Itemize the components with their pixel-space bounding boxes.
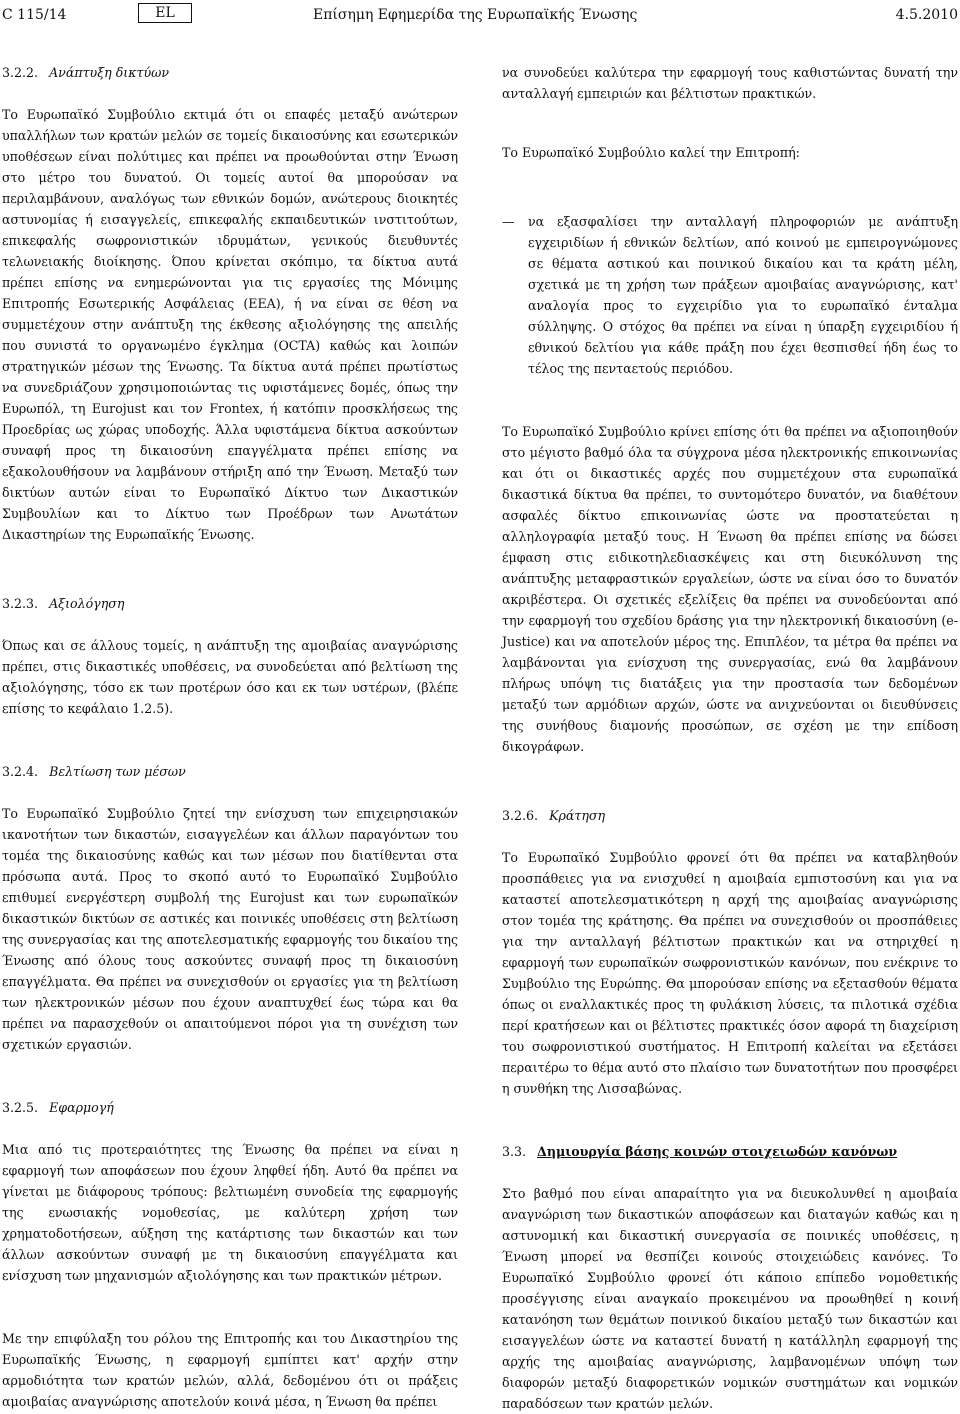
page-number: C 115/14 [2, 7, 67, 23]
paragraph: Μια από τις προτεραιότητες της Ένωσης θα πρέπει να είναι η εφαρμογή των αποφάσεων που έχουν ληφθεί ήδη. Αυτό θα πρέπει να γίνεται με διάφορους τρόπους: βελτιωμένη συνοδεία της εφαρμογής της ενωσιακής νομοθεσίας, με καλύτερη χρήση των χρηματοδοτήσεων, αύξηση της κατάρτισης των δικαστών και των άλλων ασκούντων συναφή με τη δικαιοσύνη επαγγέλματα και ενίσχυση των μηχανισμών αξιολόγησης και των πρακτικών μέτρων. [2, 1142, 458, 1283]
section-number: 3.2.6. [502, 808, 539, 823]
paragraph: Το Ευρωπαϊκό Συμβούλιο φρονεί ότι θα πρέπει να καταβληθούν προσπάθειες για να ενισχυθεί η αμοιβαία εμπιστοσύνη και για να καταστεί αποτελεσματικότερη η αρχή της αμοιβαίας αναγνώρισης στον τομέα της κράτησης. Θα πρέπει να συνεχισθούν οι προσπάθειες για την ανταλλαγή βέλτιστων πρακτικών και να στηριχθεί η εφαρμογή των ευρωπαϊκών σωφρονιστικών κανόνων, που ενέκρινε το Συμβούλιο της Ευρώπης. Θα μπορούσαν επίσης να εξετασθούν θέματα όπως οι εναλλακτικές προς τη φυλάκιση λύσεις, τα πιλοτικά σχέδια περί κρατήσεων και οι βέλτιστες πρακτικές όσον αφορά τη διαχείριση του σωφρονιστικού συστήματος. Η Επιτροπή καλείται να εξετάσει περαιτέρω το θέμα αυτό στο πλαίσιο των δυνατοτήτων που προσφέρει η συνθήκη της Λισσαβώνας. [502, 850, 958, 1096]
left-column [2, 62, 458, 1412]
section-title: Βελτίωση των μέσων [49, 764, 186, 779]
section-title: Ανάπτυξη δικτύων [49, 65, 170, 80]
paragraph: Το Ευρωπαϊκό Συμβούλιο κρίνει επίσης ότι θα πρέπει να αξιοποιηθούν στο μέγιστο βαθμό όλα τα σύγχρονα μέσα ηλεκτρονικής επικοινωνίας και ότι οι δικαστικές αρχές που συμμετέχουν στα ευρωπαϊκά δικαστικά δίκτυα θα πρέπει, το συντομότερο δυνατόν, να διαθέτουν ασφαλές δίκτυο επικοινωνίας ώστε να προστατεύεται η αλληλογραφία μεταξύ τους. Η Ένωση θα πρέπει επίσης να δώσει έμφαση στις ειδικοτηλεδιασκέψεις και στη διευκόλυνση της ανάπτυξης μεταφραστικών εργαλείων, ώστε να είναι όσο το δυνατόν ακριβέστερα. Οι σχετικές εξελίξεις θα πρέπει να συνοδεύονται από την εφαρμογή του σχεδίου δράσης για την ηλεκτρονική δικαιοσύνη (e-Justice) και να αποτελούν μέρος της. Επιπλέον, τα μέτρα θα πρέπει να λαμβάνονται για ενίσχυση της συνεργασίας, ενώ θα λαμβάνουν πλήρως υπόψη τις διατάξεις για την προστασία των δεδομένων μεταξύ των αρμόδιων αρχών, ώστε να ανιχνεύονται οι διευθύνσεις της συνήθους διαμονής προσώπων, σε σχέση με την επίδοση δικογράφων. [502, 424, 958, 754]
paragraph: Το Ευρωπαϊκό Συμβούλιο καλεί την Επιτροπή: [502, 145, 800, 160]
section-number: 3.2.3. [2, 596, 39, 611]
right-column [502, 62, 958, 1414]
section-title: Δημιουργία βάσης κοινών στοιχειωδών κανόνων [537, 1144, 898, 1159]
section-number: 3.2.2. [2, 65, 39, 80]
journal-title: Επίσημη Εφημερίδα της Ευρωπαϊκής Ένωσης [313, 7, 638, 23]
section-title: Αξιολόγηση [49, 596, 125, 611]
paragraph: Στο βαθμό που είναι απαραίτητο για να διευκολυνθεί η αμοιβαία αναγνώριση των δικαστικών αποφάσεων και διαταγών καθώς και η αστυνομική και δικαστική συνεργασία σε ποινικές υποθέσεις, η Ένωση μπορεί να θεσπίζει κοινούς στοιχειώδεις κανόνες. Το Ευρωπαϊκό Συμβούλιο φρονεί ότι κάποιο επίπεδο νομοθετικής προσέγγισης είναι αναγκαίο προκειμένου να προωθηθεί η κοινή κατανόηση των θεμάτων ποινικού δικαίου μεταξύ των δικαστών και εισαγγελέων ώστε να καταστεί δυνατή η κατάλληλη εφαρμογή της αρχής της αμοιβαίας αναγνώρισης, λαμβανομένων υπόψη των διαφορών μεταξύ διαφορετικών νομικών συστημάτων και νομικών παραδόσεων των κρατών μελών. [502, 1186, 958, 1411]
paragraph: Με την επιφύλαξη του ρόλου της Επιτροπής και του Δικαστηρίου της Ευρωπαϊκής Ένωσης, η εφαρμογή εμπίπτει κατ' αρχήν στην αρμοδιότητα των κρατών μελών, αλλά, δεδομένου ότι οι πράξεις αμοιβαίας αναγνώρισης αποτελούν κοινά μέσα, η Ένωση θα πρέπει [2, 1331, 458, 1409]
section-heading [2, 761, 458, 782]
page-header [0, 0, 960, 34]
section-heading [2, 593, 458, 614]
section-heading [502, 1141, 958, 1162]
section-number: 3.3. [502, 1144, 527, 1159]
issue-date: 4.5.2010 [895, 7, 958, 23]
section-heading [2, 62, 458, 83]
section-title: Εφαρμογή [49, 1100, 114, 1115]
dash-list-item [502, 211, 958, 379]
dash-text: να εξασφαλίσει την ανταλλαγή πληροφοριών με ανάπτυξη εγχειριδίων ή εθνικών δελτίων, από κοινού με εμπειρογνώμονες σε θέματα αστικού και ποινικού δικαίου και τα κράτη μέλη, σχετικά με τη χρήση των πράξεων αμοιβαίας αναγνώρισης, κατ' αναλογία προς το εγχειρίδιο για το ευρωπαϊκό ένταλμα σύλληψης. Ο στόχος θα πρέπει να είναι η ύπαρξη εγχειριδίου ή εθνικού δελτίου για κάθε πράξη που έχει θεσπισθεί ήδη έως το τέλος της πενταετούς περιόδου. [528, 214, 958, 376]
section-heading [2, 1097, 458, 1118]
paragraph: Το Ευρωπαϊκό Συμβούλιο εκτιμά ότι οι επαφές μεταξύ ανώτερων υπαλλήλων των κρατών μελών σε τομείς δικαιοσύνης και εσωτερικών υποθέσεων είναι πολύτιμες και πρέπει να προωθούνται στην Ένωση στο μέτρο του δυνατού. Οι τομείς αυτοί θα μπορούσαν να περιλαμβάνουν, αναλόγως των εθνικών δομών, ανώτερους διοικητές αστυνομίας ή εισαγγελείς, επικεφαλής εκπαιδευτικών ινστιτούτων, επικεφαλής σωφρονιστικών ιδρυμάτων, γενικούς διευθυντές τελωνειακής διοίκησης. Όπου κρίνεται σκόπιμο, τα δίκτυα αυτά πρέπει επίσης να ενημερώνονται για τις εργασίες της Μόνιμης Επιτροπής Εσωτερικής Ασφάλειας (ΕΕΑ), ή να είναι σε θέση να συμμετέχουν στην ανάπτυξη της έκθεσης αξιολόγησης της απειλής που συνιστά το οργανωμένο έγκλημα (OCTA) καθώς και λοιπών στρατηγικών μέσων της Ένωσης. Τα δίκτυα αυτά πρέπει πρωτίστως να συνεδριάζουν χρησιμοποιώντας τις υφιστάμενες δομές, όπως την Ευρωπόλ, τη Eurojust και τον Frontex, ή κατόπιν προσκλήσεως της Προεδρίας ως χώρας υποδοχής. Άλλα υφιστάμενα δίκτυα ασκούντων συναφή προς τη δικαιοσύνη επαγγέλματα πρέπει επίσης να εξακολουθήσουν να λαμβάνουν στήριξη από την Ένωση. Μεταξύ των δικτύων αυτών είναι το Ευρωπαϊκό Δίκτυο των Δικαστικών Συμβουλίων και το Δίκτυο των Προέδρων των Ανωτάτων Δικαστηρίων της Ευρωπαϊκής Ένωσης. [2, 107, 458, 542]
section-number: 3.2.5. [2, 1100, 39, 1115]
paragraph: Όπως και σε άλλους τομείς, η ανάπτυξη της αμοιβαίας αναγνώρισης πρέπει, στις δικαστικές υποθέσεις, να συνοδεύεται από βελτίωση της αξιολόγησης, τόσο εκ των προτέρων όσο και εκ των υστέρων, (βλέπε επίσης το κεφάλαιο 1.2.5). [2, 638, 458, 716]
section-title: Κράτηση [549, 808, 606, 823]
language-box: EL [138, 3, 192, 23]
section-heading [502, 805, 958, 826]
paragraph: να συνοδεύει καλύτερα την εφαρμογή τους καθιστώντας δυνατή την ανταλλαγή εμπειριών και βέλτιστων πρακτικών. [502, 65, 958, 101]
dash-marker: — [502, 214, 515, 229]
section-number: 3.2.4. [2, 764, 39, 779]
paragraph: Το Ευρωπαϊκό Συμβούλιο ζητεί την ενίσχυση των επιχειρησιακών ικανοτήτων των δικαστών, εισαγγελέων και άλλων παραγόντων του τομέα της δικαιοσύνης καθώς και των μέσων που διατίθενται στα πρόσωπα αυτά. Προς το σκοπό αυτό το Ευρωπαϊκό Συμβούλιο επιθυμεί ενεργέστερη συμβολή της Eurojust και των ευρωπαϊκών δικαστικών δικτύων σε αστικές και ποινικές υποθέσεις στη βελτίωση της συνεργασίας και της αποτελεσματικής εφαρμογής του δικαίου της Ένωσης από όλους τους ασκούντες συναφή προς τη δικαιοσύνη επαγγέλματα. Θα πρέπει να συνεχισθούν οι εργασίες για τη βελτίωση των ηλεκτρονικών μέσων που έχουν αναπτυχθεί έως τώρα και θα πρέπει να παρασχεθούν οι απαιτούμενοι πόροι για τη συνέχιση των σχετικών εργασιών. [2, 806, 458, 1052]
